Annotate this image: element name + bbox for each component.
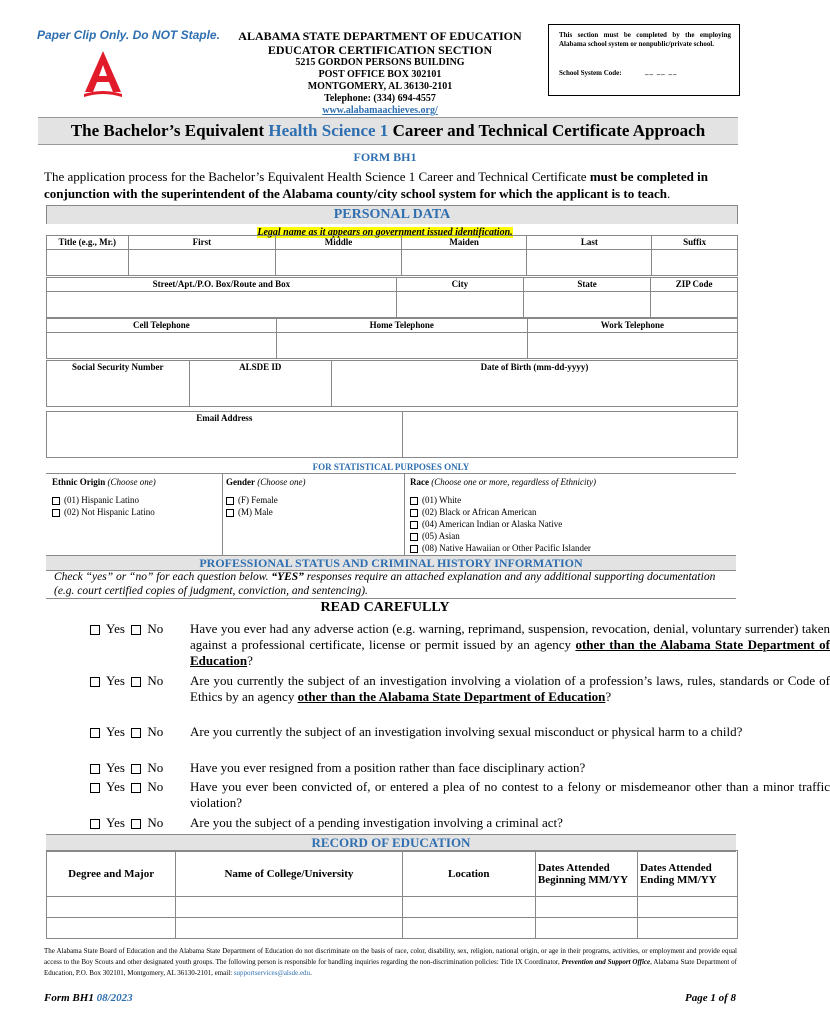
alsde-logo <box>80 48 126 98</box>
checkbox-icon[interactable] <box>410 509 418 517</box>
no-checkbox[interactable] <box>131 625 141 635</box>
name-col-first: First <box>128 236 276 250</box>
phone-col-work: Work Telephone <box>527 319 737 333</box>
email-table <box>46 411 738 458</box>
checkbox-icon[interactable] <box>226 509 234 517</box>
race-opt-american-indian[interactable]: (04) American Indian or Alaska Native <box>410 518 596 530</box>
legal-name-note: Legal name as it appears on government issued identification. <box>257 227 513 238</box>
checkbox-icon[interactable] <box>410 497 418 505</box>
edu-col-location: Location <box>402 851 535 897</box>
no-checkbox[interactable] <box>131 677 141 687</box>
race-opt-asian[interactable]: (05) Asian <box>410 530 596 542</box>
no-checkbox[interactable] <box>131 728 141 738</box>
location-input[interactable] <box>402 897 535 918</box>
college-input[interactable] <box>176 918 402 939</box>
personal-data-heading: PERSONAL DATA <box>46 205 738 224</box>
yes-checkbox[interactable] <box>90 677 100 687</box>
ethnic-opt-hispanic[interactable]: (01) Hispanic Latino <box>52 494 156 506</box>
name-col-middle: Middle <box>276 236 402 250</box>
home-phone-input[interactable] <box>276 333 527 359</box>
checkbox-icon[interactable] <box>52 497 60 505</box>
dept-header <box>235 29 525 117</box>
dept-address3: MONTGOMERY, AL 36130-2101 <box>307 81 453 92</box>
form-id: Form BH1 08/2023 <box>44 992 133 1004</box>
sys-code-label: School System Code: <box>559 69 622 77</box>
support-email-link[interactable]: supportservices@alsde.edu <box>233 969 311 977</box>
suffix-input[interactable] <box>652 250 738 276</box>
work-phone-input[interactable] <box>527 333 737 359</box>
addr-col-street: Street/Apt./P.O. Box/Route and Box <box>47 278 397 292</box>
alsde-id-cell[interactable]: ALSDE ID <box>189 361 331 407</box>
race-opt-black[interactable]: (02) Black or African American <box>410 506 596 518</box>
paperclip-note: Paper Clip Only. Do NOT Staple. <box>37 28 220 42</box>
page-number: Page 1 of 8 <box>684 992 736 1004</box>
professional-heading: PROFESSIONAL STATUS AND CRIMINAL HISTORY INFORMATION <box>46 555 736 571</box>
middle-name-input[interactable] <box>276 250 402 276</box>
page-title: The Bachelor’s Equivalent Health Science 1 Career and Technical Certificate Approach <box>38 117 738 145</box>
no-checkbox[interactable] <box>131 819 141 829</box>
ssn-cell[interactable]: Social Security Number <box>47 361 190 407</box>
maiden-name-input[interactable] <box>401 250 527 276</box>
dept-phone: Telephone: (334) 694-4557 <box>324 93 436 104</box>
yes-checkbox[interactable] <box>90 819 100 829</box>
address-table <box>46 277 738 318</box>
edu-col-begin: Dates Attended Beginning MM/YY <box>535 851 637 897</box>
ethnic-origin-group: Ethnic Origin (Choose one) (01) Hispanic Latino (02) Not Hispanic Latino <box>52 477 156 517</box>
name-col-last: Last <box>527 236 652 250</box>
phone-table <box>46 318 738 359</box>
city-input[interactable] <box>396 292 523 318</box>
dept-address2: POST OFFICE BOX 302101 <box>318 69 442 80</box>
state-input[interactable] <box>523 292 650 318</box>
sys-code-field[interactable]: __ __ __ <box>645 68 678 76</box>
checkbox-icon[interactable] <box>410 545 418 553</box>
email-extra-cell[interactable] <box>402 412 737 458</box>
form-code: FORM BH1 <box>353 150 417 164</box>
name-table <box>46 235 738 276</box>
yes-checkbox[interactable] <box>90 625 100 635</box>
nondiscrimination-notice: The Alabama State Board of Education and the Alabama State Department of Education do not discriminate on the basis of race, color, disability, sex, religion, national origin, or age in their programs, activities, or employment and provide equal access to the Boy Scouts and other designated youth groups. The following person is responsible for handling inquiries regarding the non-discrimination policies: Title IX Coordinator, Prevention and Support Office, Alabama State Department of Education, P.O. Box 302101, Montgomery, AL 36130-2101, email: supportservices@alsde.edu. <box>44 947 737 977</box>
edu-col-end: Dates Attended Ending MM/YY <box>637 851 737 897</box>
phone-col-home: Home Telephone <box>276 319 527 333</box>
phone-col-cell: Cell Telephone <box>47 319 277 333</box>
name-col-title: Title (e.g., Mr.) <box>47 236 129 250</box>
checkbox-icon[interactable] <box>410 533 418 541</box>
email-cell[interactable]: Email Address <box>47 412 403 458</box>
end-date-input[interactable] <box>637 918 737 939</box>
education-heading: RECORD OF EDUCATION <box>46 834 736 852</box>
website-link[interactable]: www.alabamaachieves.org/ <box>322 105 438 116</box>
stats-heading: FOR STATISTICAL PURPOSES ONLY <box>312 462 470 472</box>
college-input[interactable] <box>176 897 402 918</box>
no-checkbox[interactable] <box>131 783 141 793</box>
title-input[interactable] <box>47 250 129 276</box>
race-opt-pacific-islander[interactable]: (08) Native Hawaiian or Other Pacific Islander <box>410 542 596 554</box>
sysbox-note: This section must be completed by the employing Alabama school system or nonpublic/private school. <box>559 31 731 48</box>
street-input[interactable] <box>47 292 397 318</box>
id-table <box>46 360 738 407</box>
no-checkbox[interactable] <box>131 764 141 774</box>
edu-col-college: Name of College/University <box>176 851 402 897</box>
edu-col-degree: Degree and Major <box>47 851 176 897</box>
gender-opt-male[interactable]: (M) Male <box>226 506 306 518</box>
professional-instructions: Check “yes” or “no” for each question below. “YES” responses require an attached explanation and any additional supporting documentation (e.g. court certified copies of judgment, conviction, and sentencing). <box>54 571 716 597</box>
ethnic-opt-not-hispanic[interactable]: (02) Not Hispanic Latino <box>52 506 156 518</box>
cell-phone-input[interactable] <box>47 333 277 359</box>
name-col-maiden: Maiden <box>401 236 527 250</box>
dob-cell[interactable]: Date of Birth (mm-dd-yyyy) <box>331 361 737 407</box>
race-opt-white[interactable]: (01) White <box>410 494 596 506</box>
yes-checkbox[interactable] <box>90 728 100 738</box>
yes-checkbox[interactable] <box>90 783 100 793</box>
read-carefully: READ CAREFULLY <box>320 600 450 615</box>
checkbox-icon[interactable] <box>226 497 234 505</box>
begin-date-input[interactable] <box>535 918 637 939</box>
first-name-input[interactable] <box>128 250 276 276</box>
education-table <box>46 850 738 939</box>
degree-input[interactable] <box>47 897 176 918</box>
stats-section <box>46 473 736 555</box>
dept-address1: 5215 GORDON PERSONS BUILDING <box>295 57 465 68</box>
intro-text: The application process for the Bachelor’s Equivalent Health Science 1 Career and Technical Certificate must be completed in conjunction with the superintendent of the Alabama county/city school system for which the applicant is to teach. <box>44 169 708 201</box>
checkbox-icon[interactable] <box>410 521 418 529</box>
addr-col-city: City <box>396 278 523 292</box>
end-date-input[interactable] <box>637 897 737 918</box>
location-input[interactable] <box>402 918 535 939</box>
race-group: Race (Choose one or more, regardless of Ethnicity) (01) White (02) Black or African American (04) American Indian or Alaska Native (05) Asian (08) Native Hawaiian or Other Pacific Islander <box>410 477 596 553</box>
dept-line2: EDUCATOR CERTIFICATION SECTION <box>267 43 493 57</box>
zip-input[interactable] <box>651 292 738 318</box>
addr-col-zip: ZIP Code <box>651 278 738 292</box>
gender-opt-female[interactable]: (F) Female <box>226 494 306 506</box>
last-name-input[interactable] <box>527 250 652 276</box>
begin-date-input[interactable] <box>535 897 637 918</box>
dept-line1: ALABAMA STATE DEPARTMENT OF EDUCATION <box>238 29 522 43</box>
degree-input[interactable] <box>47 918 176 939</box>
gender-group: Gender (Choose one) (F) Female (M) Male <box>226 477 306 517</box>
name-col-suffix: Suffix <box>652 236 738 250</box>
yes-checkbox[interactable] <box>90 764 100 774</box>
school-system-box <box>548 24 740 96</box>
checkbox-icon[interactable] <box>52 509 60 517</box>
addr-col-state: State <box>523 278 650 292</box>
